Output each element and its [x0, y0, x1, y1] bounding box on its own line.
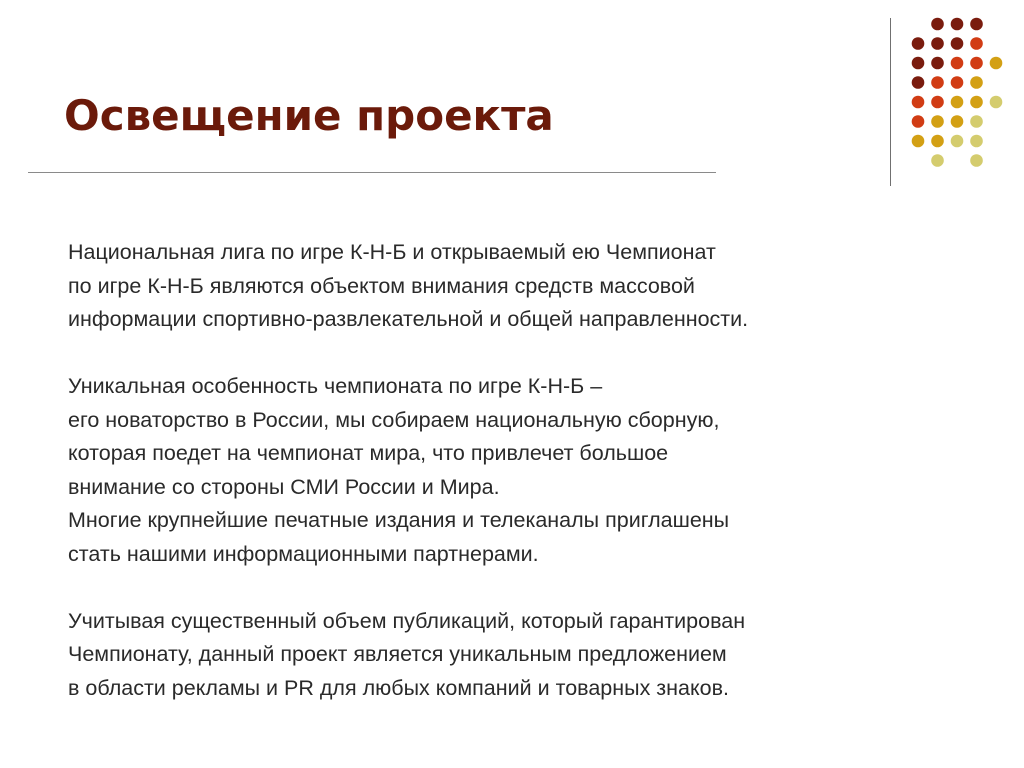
decorative-dot [912, 37, 925, 50]
decorative-dot [990, 57, 1003, 70]
decorative-dot [931, 18, 944, 31]
decorative-dot [912, 96, 925, 109]
decorative-dot [970, 96, 983, 109]
decorative-dot [931, 115, 944, 128]
text-line: Чемпионату, данный проект является уникальным предложением [68, 642, 727, 666]
text-line: внимание со стороны СМИ России и Мира. [68, 474, 500, 499]
paragraph-media-attention [68, 236, 948, 337]
decorative-dot [951, 115, 964, 128]
text-line: Многие крупнейшие печатные издания и телеканалы приглашены [68, 508, 730, 532]
text-line: Учитывая существенный объем публикаций, который гарантирован [68, 608, 746, 633]
decorative-dot [970, 154, 983, 167]
text-line: информации спортивно-развлекательной и общей направленности. [68, 307, 749, 331]
decorative-dot [990, 96, 1003, 109]
decorative-dot [912, 135, 925, 148]
slide-body [68, 236, 948, 705]
text-line: которая поедет на чемпионат мира, что привлечет большое [68, 441, 669, 465]
decorative-dot [970, 57, 983, 70]
decorative-dot [931, 96, 944, 109]
text-line: стать нашими информационными партнерами. [68, 541, 539, 566]
slide-title: Освещение проекта [64, 91, 554, 140]
decorative-dot [951, 76, 964, 89]
decorative-dot [931, 76, 944, 89]
text-line: Национальная лига по игре К-Н-Б и открываемый ею Чемпионат [68, 240, 716, 264]
decorative-dot [931, 57, 944, 70]
decorative-dot [951, 18, 964, 31]
decorative-dot [931, 37, 944, 50]
text-line: по игре К-Н-Б являются объектом внимания средств массовой [68, 273, 695, 298]
decorative-dot [931, 135, 944, 148]
decorative-dot [951, 57, 964, 70]
decorative-dot [970, 115, 983, 128]
decorative-dot [970, 76, 983, 89]
decorative-dot [951, 96, 964, 109]
decorative-dot [951, 135, 964, 148]
decorative-dot [970, 18, 983, 31]
decorative-dot [970, 135, 983, 148]
text-line: его новаторство в России, мы собираем национальную сборную, [68, 407, 720, 432]
paragraph-uniqueness [68, 370, 948, 571]
decorative-dot [931, 154, 944, 167]
dot-grid-icon [0, 0, 1024, 200]
decorative-dot [912, 76, 925, 89]
text-line: Уникальная особенность чемпионата по игре К-Н-Б – [68, 374, 603, 398]
decorative-dot [912, 57, 925, 70]
text-line: в области рекламы и PR для любых компаний и товарных знаков. [68, 675, 729, 700]
decorative-dot [912, 115, 925, 128]
decorative-dot [970, 37, 983, 50]
decorative-dot [951, 37, 964, 50]
paragraph-advertising [68, 605, 948, 706]
